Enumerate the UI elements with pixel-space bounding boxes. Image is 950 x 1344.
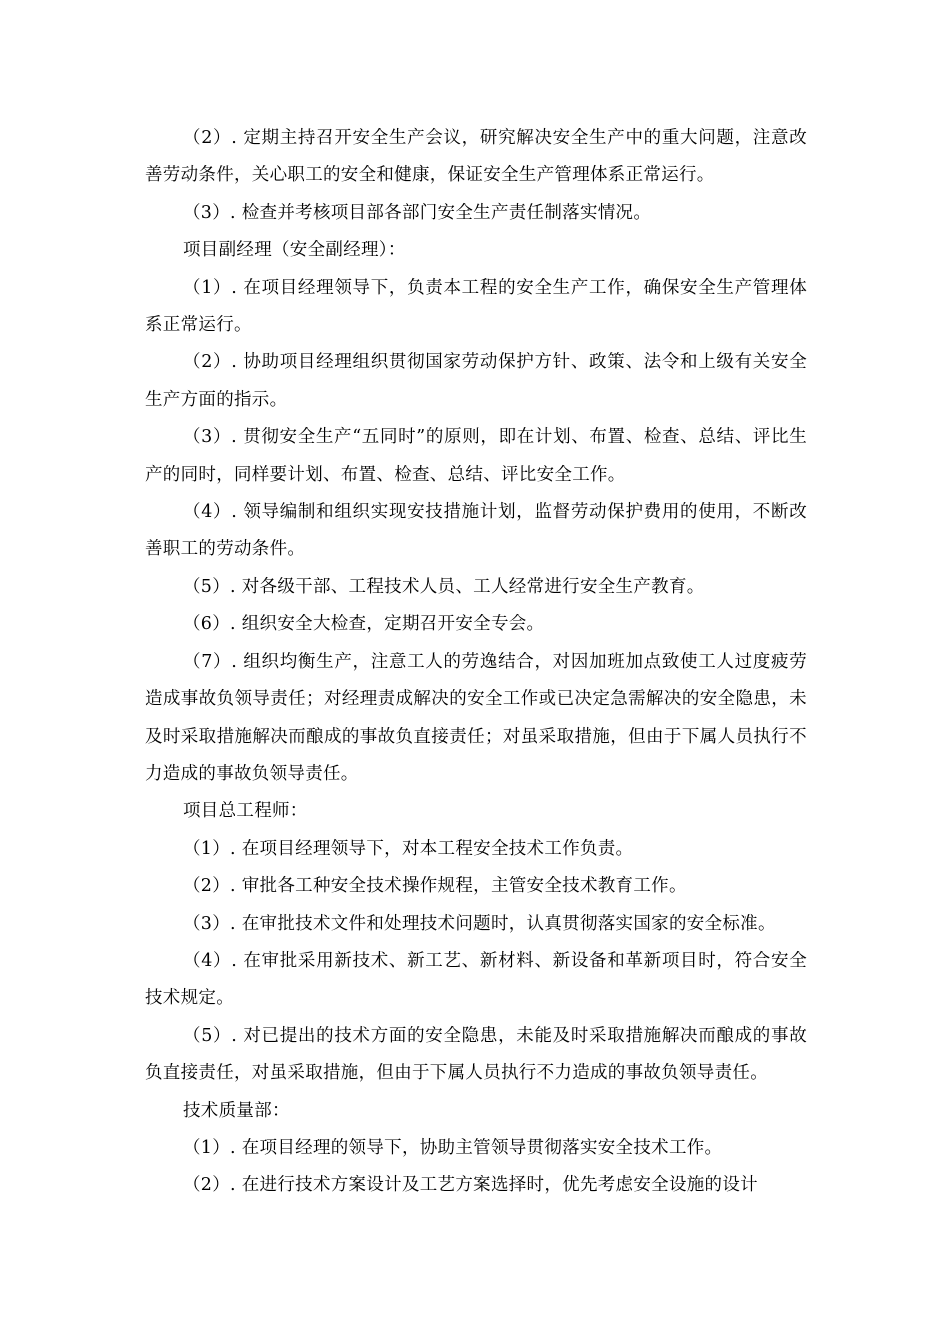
section-heading: 技术质量部： [183,1100,290,1121]
paragraph: （3）. 检查并考核项目部各部门安全生产责任制落实情况。 [183,202,652,223]
paragraph: （6）. 组织安全大检查，定期召开安全专会。 [183,614,545,635]
paragraph: （2）. 审批各工种安全技术操作规程，主管安全技术教育工作。 [183,876,687,897]
paragraph: （1）. 在项目经理领导下，对本工程安全技术工作负责。 [183,838,634,859]
section-heading: 项目总工程师： [183,801,308,822]
paragraph: （1）. 在项目经理的领导下，协助主管领导贯彻落实安全技术工作。 [183,1137,723,1158]
paragraph: （5）. 对已提出的技术方面的安全隐患，未能及时采取措施解决而酿成的事故负直接责任，对虽采取措施，但由于下属人员执行不力造成的事故负领导责任。 [145,1025,807,1084]
paragraph: （4）. 在审批采用新技术、新工艺、新材料、新设备和革新项目时，符合安全技术规定。 [145,950,807,1009]
section-heading: 项目副经理（安全副经理）： [183,240,406,261]
paragraph: （2）. 在进行技术方案设计及工艺方案选择时，优先考虑安全设施的设计 [183,1175,758,1196]
paragraph: （4）. 领导编制和组织实现安技措施计划，监督劳动保护费用的使用，不断改善职工的劳动条件。 [145,502,807,560]
paragraph: （1）. 在项目经理领导下，负责本工程的安全生产工作，确保安全生产管理体系正常运行。 [145,277,807,336]
paragraph: （3）. 在审批技术文件和处理技术问题时，认真贯彻落实国家的安全标准。 [183,913,776,934]
document-body [145,120,807,1205]
paragraph: （2）. 定期主持召开安全生产会议，研究解决安全生产中的重大问题，注意改善劳动条件，关心职工的安全和健康，保证安全生产管理体系正常运行。 [145,128,807,186]
paragraph: （7）. 组织均衡生产，注意工人的劳逸结合，对因加班加点致使工人过度疲劳造成事故负领导责任；对经理责成解决的安全工作或已决定急需解决的安全隐患，未及时采取措施解决而酿成的事故负直接责任；对虽采取措施，但由于下属人员执行不力造成的事故负领导责任。 [145,651,807,784]
paragraph: （5）. 对各级干部、工程技术人员、工人经常进行安全生产教育。 [183,576,705,597]
paragraph: （3）. 贯彻安全生产“五同时”的原则，即在计划、布置、检查、总结、评比生产的同时，同样要计划、布置、检查、总结、评比安全工作。 [145,427,807,485]
paragraph: （2）. 协助项目经理组织贯彻国家劳动保护方针、政策、法令和上级有关安全生产方面的指示。 [145,352,807,410]
